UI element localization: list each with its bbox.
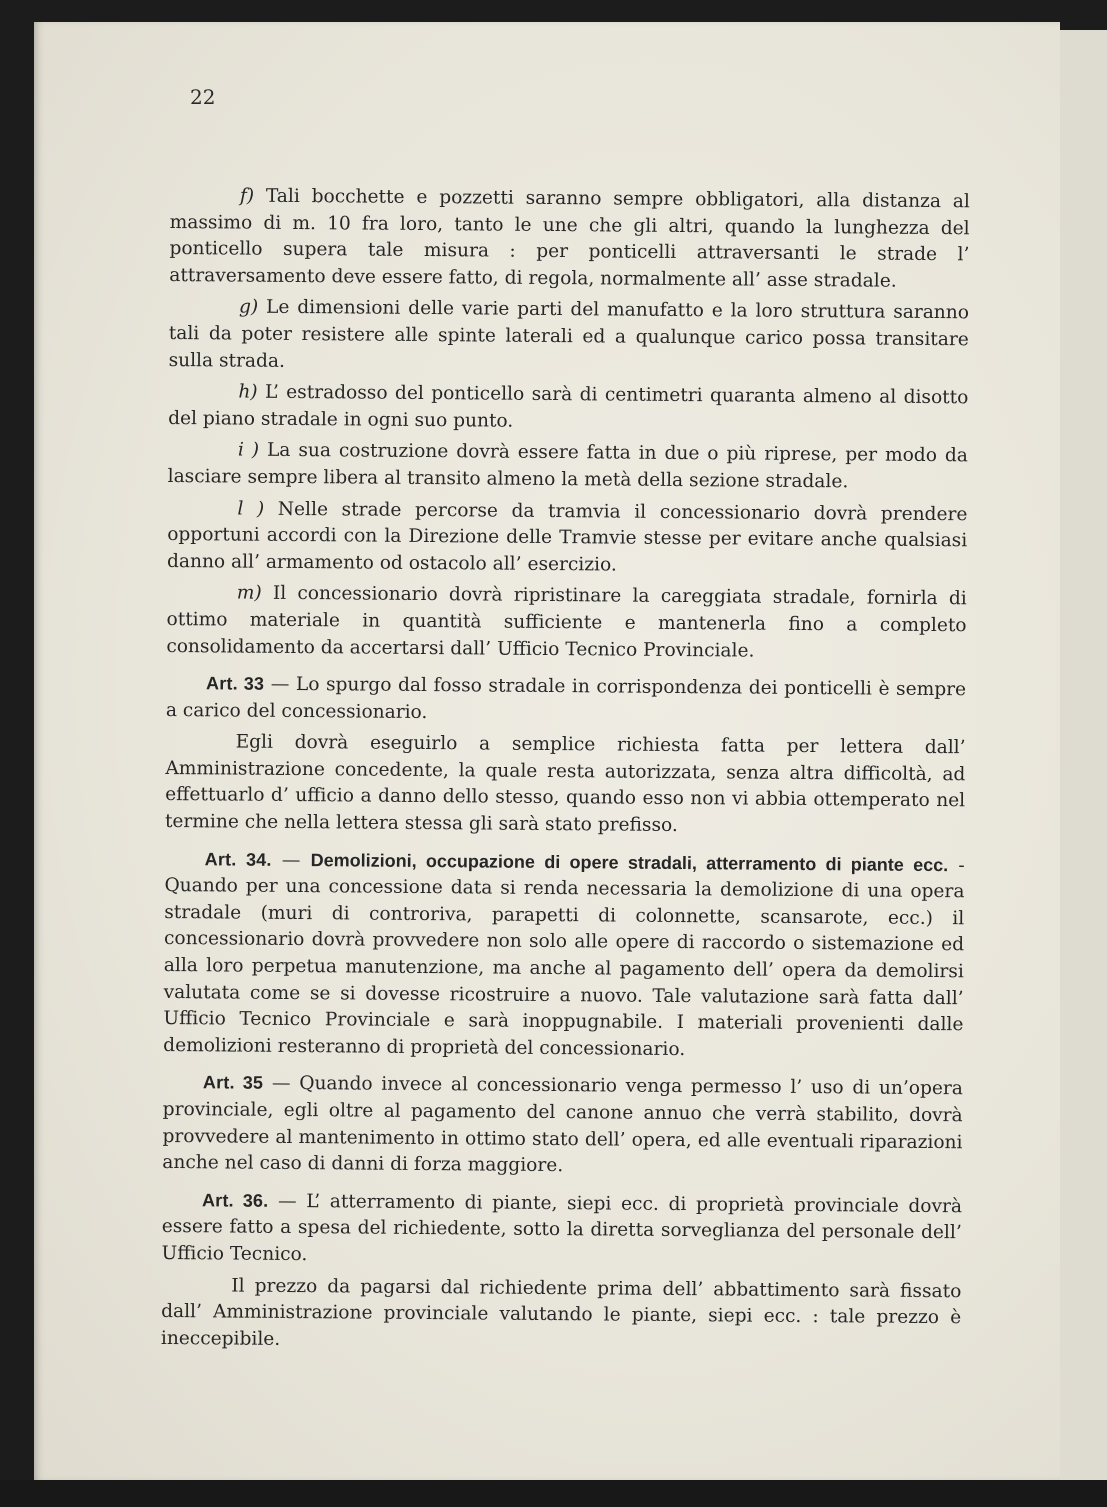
article-36 xyxy=(161,1187,962,1274)
scan-bottom-border xyxy=(0,1480,1107,1507)
item-label: i ) xyxy=(237,439,260,462)
article-label: Art. 36. xyxy=(201,1190,269,1211)
article-33-continuation: Egli dovrà eseguirlo a semplice richiesta fatta per lettera dall’ Amministrazione concedente, la quale resta autorizzata, senza altra difficoltà, ad effettuarlo d’ ufficio a danno dello stesso, quando esso non vi abbia ottemperato nel termine che nella lettera stessa gli sarà stato prefisso. xyxy=(164,731,966,837)
article-label: Art. 35 xyxy=(202,1072,264,1094)
item-label: f) xyxy=(239,185,255,207)
item-label: g) xyxy=(238,296,259,319)
next-page-edge xyxy=(1058,30,1107,1485)
article-36-continuation: Il prezzo da pagarsi dal richiedente prima dell’ abbattimento sarà fissato dall’ Amministrazione provinciale valutando le piante, siepi ecc. : tale prezzo è ineccepibile. xyxy=(160,1275,962,1350)
paragraph-g xyxy=(168,294,969,380)
article-34 xyxy=(163,846,965,1066)
article-35 xyxy=(162,1069,963,1183)
paragraph-i xyxy=(168,437,968,496)
item-text: Nelle strade percorse da tramvia il concessionario dovrà prendere opportuni accordi con la Direzione delle Tramvie stesse per evitare anche qualsiasi danno all’ armamento od ostacolo all’ esercizio. xyxy=(166,498,968,576)
item-text: Il concessionario dovrà ripristinare la careggiata stradale, fornirla di ottimo materiale in quantità sufficiente e mantenerla fino a completo consolidamento da accertarsi dall’ Ufficio Tecnico Provinciale. xyxy=(166,583,967,662)
paragraph-h xyxy=(168,379,968,438)
article-text: — Quando invece al concessionario venga permesso l’ uso di un’opera provinciale, egli oltre al pagamento del canone annuo che verrà stabilito, dovrà provvedere al mantenimento in ottimo stato dell’ opera, ed alle eventuali riparazioni anche nel caso di danni di forza maggiore. xyxy=(162,1073,963,1177)
paragraph-m xyxy=(166,580,967,666)
item-text: Tali bocchette e pozzetti saranno sempre obbligatori, alla distanza al massimo di m. 10 fra loro, tanto le une che gli altri, quando la lunghezza del ponticello supera tale misura : per ponticelli attraversanti le strade l’ attraversamento deve essere fatto, di regola, normalmente all’ asse stradale. xyxy=(169,185,970,292)
article-text: — L’ atterramento di piante, siepi ecc. di proprietà provinciale dovrà essere fatto a spesa del richiedente, sotto la diretta sorveglianza del personale dell’ Ufficio Tecnico. xyxy=(161,1190,963,1266)
item-label: h) xyxy=(238,381,258,403)
paragraph-f xyxy=(169,183,970,296)
article-heading: Demolizioni, occupazione di opere stradali, atterramento di piante ecc. xyxy=(310,849,949,875)
item-text: L’ estradosso del ponticello sarà di centimetri quaranta almeno al disotto del piano stradale in ogni suo punto. xyxy=(168,381,969,432)
page-number: 22 xyxy=(190,85,216,109)
article-33 xyxy=(166,670,966,730)
item-label: l ) xyxy=(237,498,265,520)
item-text: Le dimensioni delle varie parti del manufatto e la loro struttura saranno tali da poter resistere alle spinte laterali ed a qualunque carico possa transitare sulla strada. xyxy=(168,297,970,372)
paragraph-l xyxy=(167,496,968,582)
article-text: - Quando per una concessione data si renda necessaria la demolizione di una opera stradale (muri di controriva, parapetti di colonnette, scansarote, ecc.) il concessionario dovrà provvedere non solo alle opere di raccordo o sistemazione ed alla loro perpetua manutenzione, ma anche al pagamento dell’ opera da demolirsi valutata come se si dovesse ricostruire a nuovo. Tale valutazione sarà fatta dall’ Ufficio Tecnico Provinciale e sarà inoppugnabile. I materiali provenienti dalle demolizioni resteranno di proprietà del concessionario. xyxy=(163,854,965,1060)
body-text xyxy=(161,183,970,1364)
article-text: — Lo spurgo dal fosso stradale in corrispondenza dei ponticelli è sempre a carico del concessionario. xyxy=(165,673,967,723)
item-text: La sua costruzione dovrà essere fatta in due o più riprese, per modo da lasciare sempre libera al transito almeno la metà della sezione stradale. xyxy=(167,440,968,493)
article-label: Art. 33 xyxy=(205,673,265,694)
article-dash: — xyxy=(271,849,311,871)
article-label: Art. 34. xyxy=(204,848,272,870)
item-label: m) xyxy=(236,582,262,605)
